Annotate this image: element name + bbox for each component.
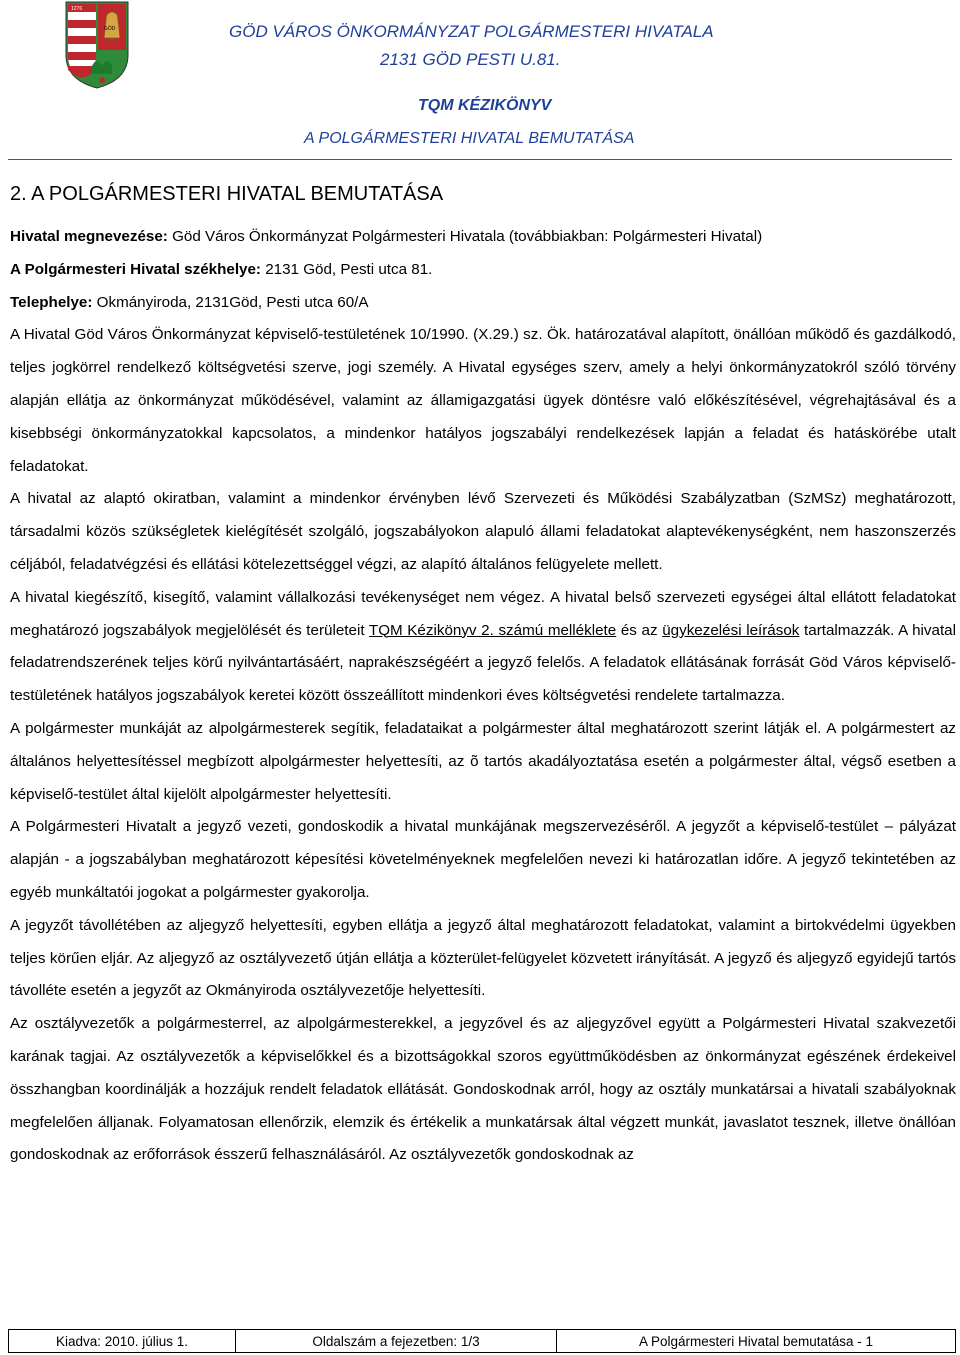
paragraph-mayor: A polgármester munkáját az alpolgármesterek segítik, feladataikat a polgármester által meghatározott szerint látják el. A polgármestert az általános helyettesítéssel megbízott alpolgármester helyettesíti, az õ tartós akadályoztatása esetén a polgármester által, végső esetben a képviselő-testület által kijelölt alpolgármester helyettesíti. (10, 719, 956, 803)
paragraph-office-name (10, 221, 956, 254)
site-label: Telephelye: (10, 293, 93, 311)
footer-chapter: A Polgármesteri Hivatal bemutatása - 1 (638, 1333, 874, 1349)
site-value: Okmányiroda, 2131Göd, Pesti utca 60/A (92, 293, 369, 311)
headquarters-label: A Polgármesteri Hivatal székhelye: (10, 260, 261, 278)
coat-text-top: 1276 (71, 6, 83, 12)
header-divider (8, 159, 952, 160)
coat-text-right: GÖD (104, 26, 116, 32)
document-body (10, 221, 956, 1172)
tqm-appendix-link[interactable]: TQM Kézikönyv 2. számú melléklete (368, 621, 617, 639)
paragraph-foundation: A Hivatal Göd Város Önkormányzat képviselő-testületének 10/1990. (X.29.) sz. Ök. határozatával alapított, önállóan működő és gazdálkodó, teljes jogkörrel rendelkező költségvetési szerve, jogi személy. A Hivatal egységes szerv, amely a helyi önkormányzatokról szóló törvény alapján ellátja az önkormányzat működésével, valamint az államigazgatási ügyek döntésre való előkészítésével, végrehajtásával és a kisebbségi önkormányzatokkal kapcsolatos, a mindenkor hatályos jogszabályi rendelkezések lapján a feladat és hatáskörébe utalt feladatokat. (10, 326, 956, 475)
paragraph-site (10, 287, 956, 320)
paragraph-activities (10, 582, 956, 713)
paragraph-department-heads: Az osztályvezetők a polgármesterrel, az alpolgármesterekkel, a jegyzővel és az aljegyzővel együtt a Polgármesteri Hivatal szakvezetői karának tagjai. Az osztályvezetők a képviselőkkel és a bizottságokkal szoros együttműködésben az önkormányzat egészének érdekeivel összhangban koordinálják a hozzájuk rendelt feladatok ellátását. Gondoskodnak arról, hogy az osztály munkatársai a hivatali szabályoknak megfelelően álljanak. Folyamatosan ellenőrzik, elemzik és értékelik a munkatársak által végzett munkát, javaslatot tesznek, illetve önállóan gondoskodnak az erőforrások ésszerű felhasználásáról. Az osztályvezetők gondoskodnak az (10, 1015, 956, 1164)
coat-of-arms-logo (62, 0, 132, 90)
header-chapter-title: A POLGÁRMESTERI HIVATAL BEMUTATÁSA (304, 130, 635, 147)
section-heading: 2. A POLGÁRMESTERI HIVATAL BEMUTATÁSA (10, 183, 444, 205)
paragraph-founding-document: A hivatal az alaptó okiratban, valamint a mindenkor érvényben lévő Szervezeti és Működési Szabályzatban (SzMSz) meghatározott, társadalmi közös szükségletek kielégítését szolgáló, jogszabályokon alapuló állami feladatokat alaptevékenységként, nem haszonszerzés céljából, feladatvégzési és ellátási kötelezettséggel végzi, az alapító általános felügyelete mellett. (10, 490, 956, 573)
header-address: 2131 GÖD PESTI U.81. (380, 50, 561, 69)
case-handling-link[interactable]: ügykezelési leírások (662, 621, 800, 639)
activities-text-3: tartalmazzák. A hivatal feladatrendszerének teljes körű nyilvántartásáért, naprakészségéért a jegyző felelős. A feladatok ellátásának forrását Göd Város képviselő-testületének hatályos jogszabályok keretei között összeállított mindenkori éves költségvetési rendelete tartalmazza. (10, 621, 956, 705)
paragraph-notary: A Polgármesteri Hivatalt a jegyző vezeti, gondoskodik a hivatal munkájának megszervezéséről. A jegyzőt a képviselő-testület – pályázat alapján - a jogszabályban meghatározott képesítési követelményeknek megfelelően nevezi ki határozatlan időre. A jegyző tekintetében az egyéb munkáltatói jogokat a polgármester gyakorolja. (10, 818, 956, 901)
activities-text-1: A hivatal kiegészítő, kisegítő, valamint vállalkozási tevékenységet nem végez. A hivatal belső szervezeti egységei által ellátott feladatokat meghatározó jogszabályok megjelölését és területeit (10, 588, 956, 639)
office-name-value: Göd Város Önkormányzat Polgármesteri Hivatala (továbbiakban: Polgármesteri Hivatal) (167, 228, 763, 245)
footer-issued: Kiadva: 2010. július 1. (9, 1330, 236, 1352)
paragraph-deputy-notary: A jegyzőt távollétében az aljegyző helyettesíti, egyben ellátja a jegyző által meghatározott feladatokat, valamint a birtokvédelmi ügyekben teljes körűen eljár. Az aljegyző az osztályvezető útján ellátja a közterület-felügyelet közvetett irányítását. A jegyző és aljegyző egyidejű tartós távolléte esetén a jegyzőt az Okmányiroda osztályvezetője helyettesíti. (10, 916, 956, 1000)
page-footer (8, 1329, 956, 1353)
header-organization-name: GÖD VÁROS ÖNKORMÁNYZAT POLGÁRMESTERI HIVATALA (229, 22, 714, 41)
activities-text-2: és az (616, 621, 663, 639)
header-tqm-title: TQM KÉZIKÖNYV (418, 97, 552, 114)
paragraph-headquarters (10, 254, 956, 287)
office-name-label: Hivatal megnevezése: (10, 228, 168, 245)
headquarters-value: 2131 Göd, Pesti utca 81. (261, 260, 433, 278)
footer-page-number: Oldalszám a fejezetben: 1/3 (236, 1330, 557, 1352)
